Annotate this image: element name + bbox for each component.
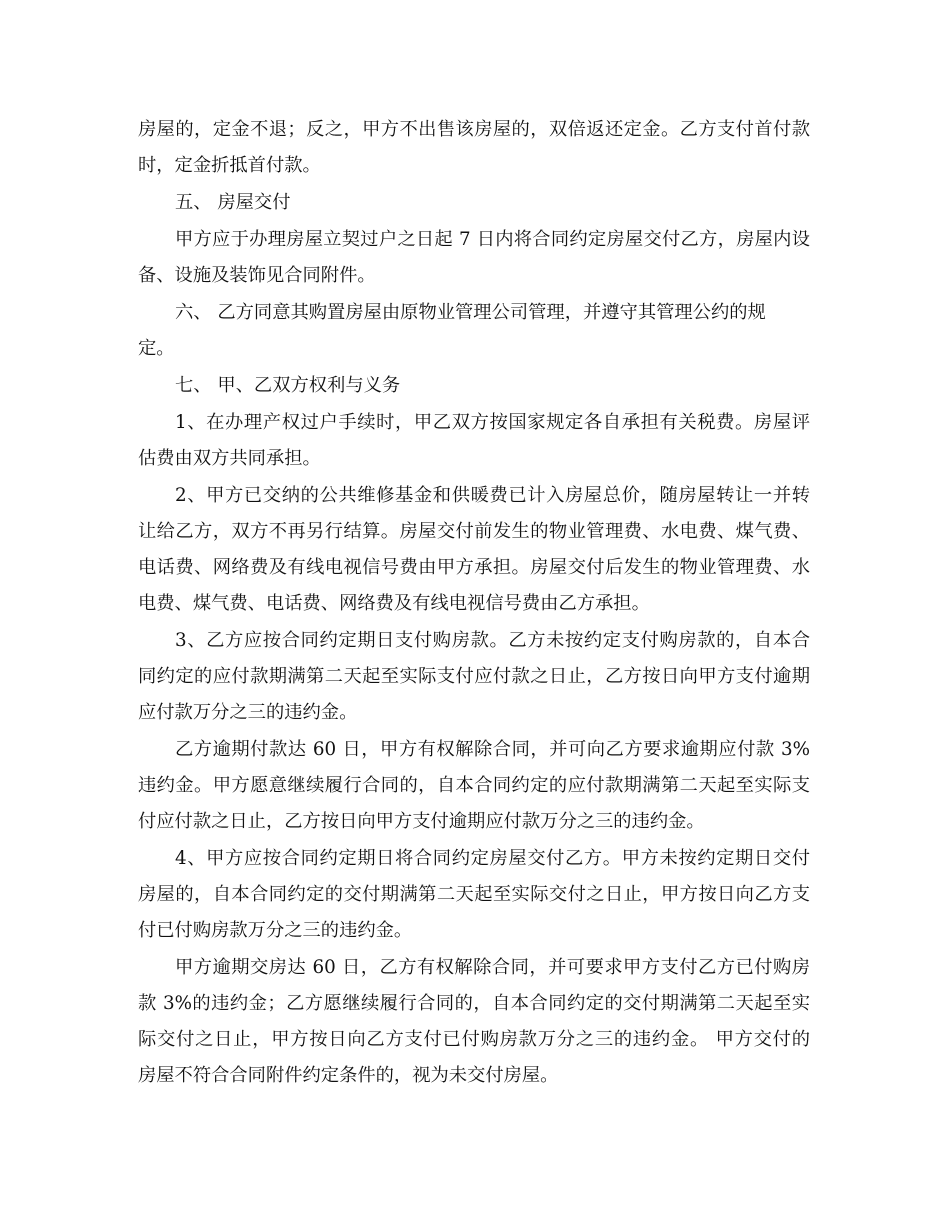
text-line: 款 3%的违约金；乙方愿继续履行合同的，自本合同约定的交付期满第二天起至实 bbox=[138, 993, 810, 1014]
text-line: 六、 乙方同意其购置房屋由原物业管理公司管理，并遵守其管理公约的规 bbox=[175, 302, 766, 323]
text-line: 付已付购房款万分之三的违约金。 bbox=[138, 920, 413, 941]
paragraph-delivery-terms bbox=[138, 222, 810, 294]
text-line: 定。 bbox=[138, 338, 175, 359]
text-line: 时，定金折抵首付款。 bbox=[138, 155, 321, 176]
text-line: 甲方逾期交房达 60 日，乙方有权解除合同，并可要求甲方支付乙方已付购房 bbox=[175, 957, 810, 978]
text-line: 乙方逾期付款达 60 日，甲方有权解除合同，并可向乙方要求逾期应付款 3% bbox=[175, 739, 810, 760]
clause-4-delivery-deadline bbox=[138, 841, 810, 949]
text-line: 房屋的，定金不退；反之，甲方不出售该房屋的，双倍返还定金。乙方支付首付款 bbox=[138, 119, 810, 140]
text-line: 五、 房屋交付 bbox=[175, 192, 291, 213]
text-line: 应付款万分之三的违约金。 bbox=[138, 702, 358, 723]
paragraph-late-delivery bbox=[138, 950, 810, 1094]
text-line: 电费、煤气费、电话费、网络费及有线电视信号费由乙方承担。 bbox=[138, 593, 650, 614]
text-line: 七、 甲、乙双方权利与义务 bbox=[175, 375, 401, 396]
clause-1-taxes-fees bbox=[138, 405, 810, 477]
text-line: 让给乙方，双方不再另行结算。房屋交付前发生的物业管理费、水电费、煤气费、 bbox=[138, 521, 810, 542]
section-property-management bbox=[138, 295, 810, 367]
text-line: 2、甲方已交纳的公共维修基金和供暖费已计入房屋总价，随房屋转让一并转 bbox=[175, 485, 810, 506]
clause-2-maintenance-utilities bbox=[138, 478, 810, 622]
text-line: 甲方应于办理房屋立契过户之日起 7 日内将合同约定房屋交付乙方，房屋内设 bbox=[175, 229, 810, 250]
text-line: 备、设施及装饰见合同附件。 bbox=[138, 265, 376, 286]
text-line: 同约定的应付款期满第二天起至实际支付应付款之日止，乙方按日向甲方支付逾期 bbox=[138, 666, 810, 687]
clause-3-payment-deadline bbox=[138, 623, 810, 731]
text-line: 电话费、网络费及有线电视信号费由甲方承担。房屋交付后发生的物业管理费、水 bbox=[138, 557, 810, 578]
document-body bbox=[138, 112, 810, 1095]
section-heading-rights-obligations bbox=[138, 368, 810, 404]
section-heading-house-delivery bbox=[138, 185, 810, 221]
text-line: 1、在办理产权过户手续时，甲乙双方按国家规定各自承担有关税费。房屋评 bbox=[175, 412, 810, 433]
text-line: 估费由双方共同承担。 bbox=[138, 448, 321, 469]
text-line: 际交付之日止，甲方按日向乙方支付已付购房款万分之三的违约金。 甲方交付的 bbox=[138, 1029, 810, 1050]
text-line: 违约金。甲方愿意继续履行合同的，自本合同约定的应付款期满第二天起至实际支 bbox=[138, 775, 810, 796]
text-line: 4、甲方应按合同约定期日将合同约定房屋交付乙方。甲方未按约定期日交付 bbox=[175, 848, 810, 869]
paragraph-late-payment bbox=[138, 732, 810, 840]
text-line: 房屋不符合合同附件约定条件的，视为未交付房屋。 bbox=[138, 1065, 559, 1086]
text-line: 付应付款之日止，乙方按日向甲方支付逾期应付款万分之三的违约金。 bbox=[138, 811, 705, 832]
text-line: 房屋的，自本合同约定的交付期满第二天起至实际交付之日止，甲方按日向乙方支 bbox=[138, 884, 810, 905]
text-line: 3、乙方应按合同约定期日支付购房款。乙方未按约定支付购房款的，自本合 bbox=[175, 630, 810, 651]
paragraph-deposit-terms bbox=[138, 112, 810, 184]
